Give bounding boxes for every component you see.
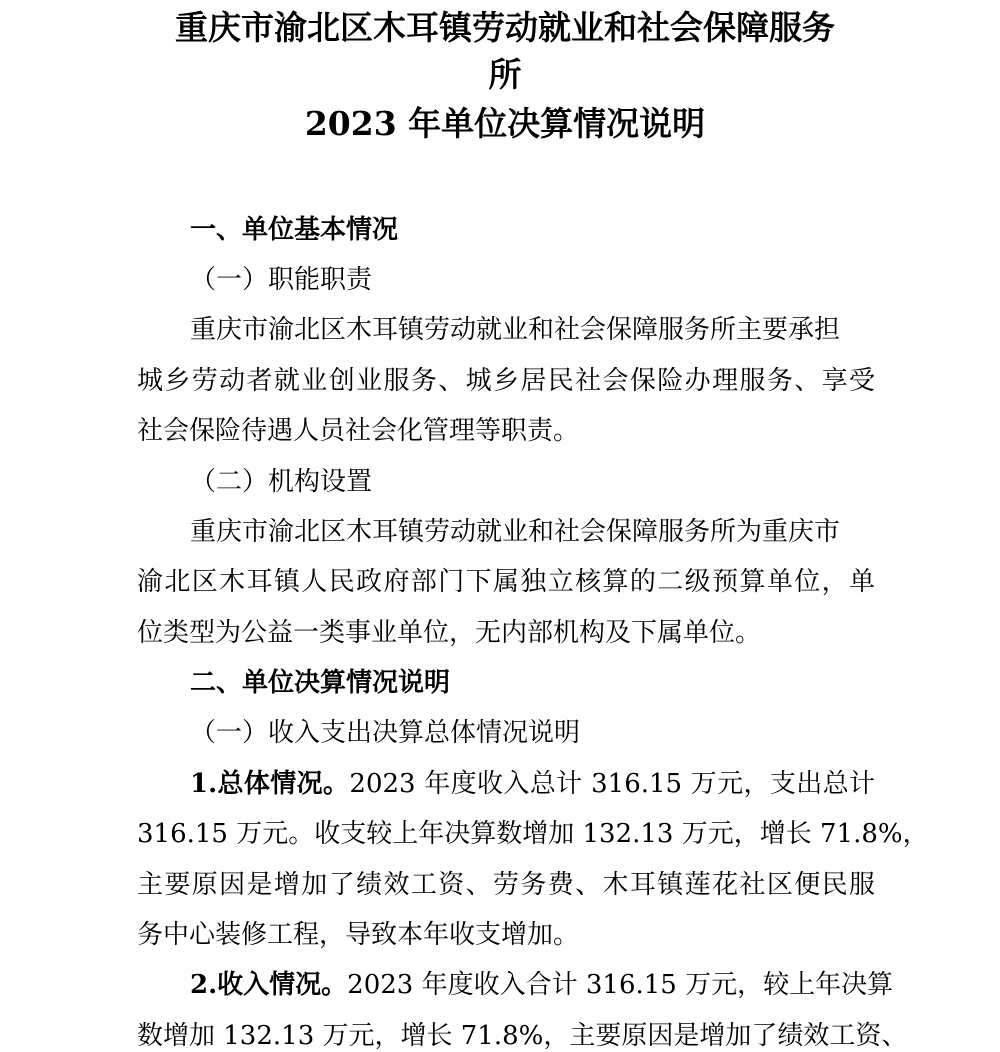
paragraph-overall-line-1 — [190, 771, 875, 797]
income-first-text: 2023 年度收入合计 316.15 万元，较上年决算 — [347, 970, 894, 1000]
overall-label: 1.总体情况。 — [190, 769, 350, 799]
paragraph-duties-line-1: 重庆市渝北区木耳镇劳动就业和社会保障服务所主要承担 — [190, 315, 841, 345]
paragraph-overall-line-3: 主要原因是增加了绩效工资、劳务费、木耳镇莲花社区便民服 — [137, 870, 875, 900]
subsection-1-1-heading: （一）职能职责 — [190, 265, 373, 295]
section-1-heading: 一、单位基本情况 — [190, 215, 399, 245]
paragraph-income-line-2: 数增加 132.13 万元，增长 71.8%，主要原因是增加了绩效工资、 — [137, 1021, 908, 1051]
overall-first-text: 2023 年度收入总计 316.15 万元，支出总计 — [349, 769, 875, 799]
paragraph-overall-line-2: 316.15 万元。收支较上年决算数增加 132.13 万元，增长 71.8%， — [137, 819, 929, 849]
subsection-1-2-heading: （二）机构设置 — [190, 467, 373, 497]
paragraph-structure-line-3: 位类型为公益一类事业单位，无内部机构及下属单位。 — [137, 618, 762, 648]
paragraph-duties-line-2: 城乡劳动者就业创业服务、城乡居民社会保险办理服务、享受 — [137, 366, 875, 396]
paragraph-overall-line-4: 务中心装修工程，导致本年收支增加。 — [137, 920, 580, 950]
section-2-heading: 二、单位决算情况说明 — [190, 668, 451, 698]
paragraph-income-line-1 — [190, 970, 894, 1000]
document-title-line-1: 重庆市渝北区木耳镇劳动就业和社会保障服务 — [175, 8, 835, 47]
income-label: 2.收入情况。 — [190, 970, 348, 1000]
paragraph-structure-line-2: 渝北区木耳镇人民政府部门下属独立核算的二级预算单位，单 — [137, 567, 875, 597]
document-title-line-2: 所 — [488, 55, 522, 94]
paragraph-duties-line-3: 社会保险待遇人员社会化管理等职责。 — [137, 416, 580, 446]
document-title-line-3: 2023 年单位决算情况说明 — [304, 104, 706, 143]
subsection-2-1-heading: （一）收入支出决算总体情况说明 — [190, 718, 581, 748]
paragraph-structure-line-1: 重庆市渝北区木耳镇劳动就业和社会保障服务所为重庆市 — [190, 517, 841, 547]
